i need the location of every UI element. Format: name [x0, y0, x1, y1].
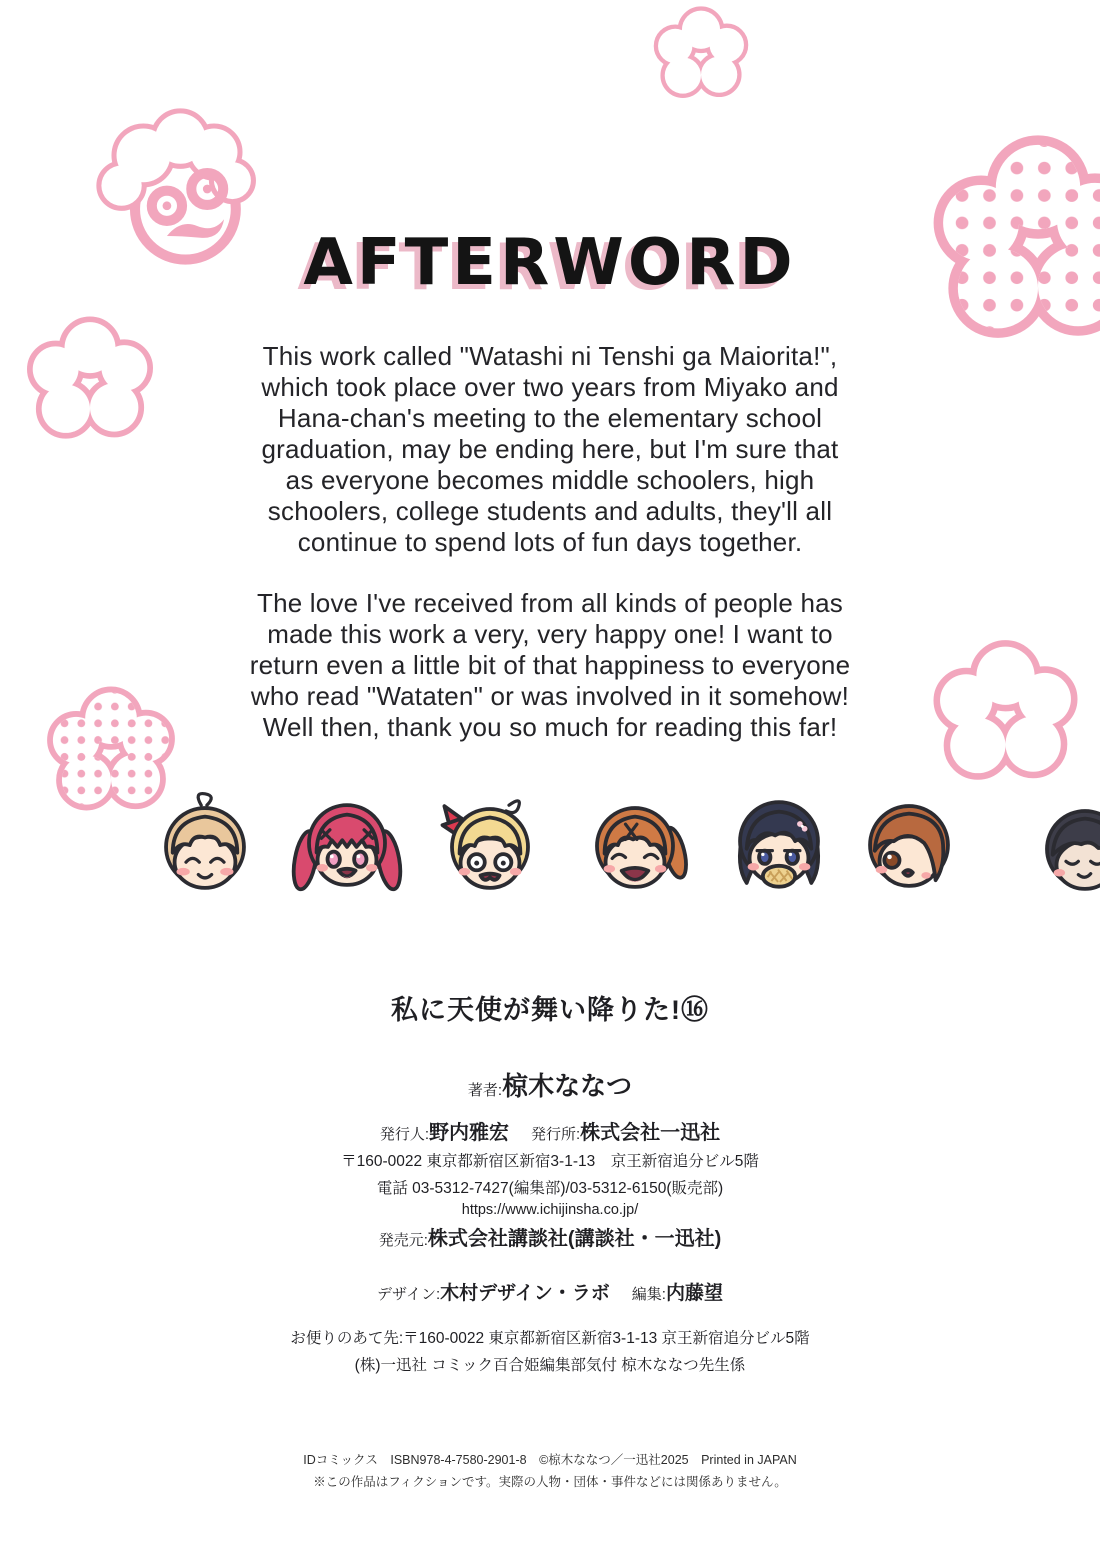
chibi-face-dark-hair-bread: [722, 786, 836, 900]
paragraph-line: The love I've received from all kinds of people has: [256, 588, 844, 618]
afterword-title: AFTERWORD: [303, 226, 797, 300]
chibi-face-black-bob-clipped: [1028, 792, 1100, 906]
flower-outline-top-center-decoration: [645, 3, 757, 108]
colophon-book-title: 私に天使が舞い降りた!⑯: [391, 995, 709, 1025]
colophon-design-line: [0, 1278, 1100, 1305]
publisher-label: 発行所:: [531, 1126, 581, 1143]
chibi-face-blonde-red-bow: [433, 790, 547, 904]
colophon-address: 〒160-0022 東京都新宿区新宿3-1-13 京王新宿追分ビル5階: [341, 1153, 759, 1170]
editor-name: 内藤望: [665, 1283, 723, 1304]
paragraph-line: as everyone becomes middle schoolers, high: [285, 465, 815, 495]
design-label: デザイン:: [377, 1286, 441, 1303]
afterword-paragraph-1: [0, 341, 1100, 558]
distributor-name: 株式会社講談社(講談社・一迅社): [427, 1228, 722, 1250]
colophon-author-line: [0, 1066, 1100, 1103]
design-name: 木村デザイン・ラボ: [440, 1283, 610, 1304]
chibi-face-tan-hair: [148, 790, 262, 904]
paragraph-line: who read "Wataten" or was involved in it somehow!: [250, 681, 850, 711]
distributor-label: 発売元:: [378, 1232, 428, 1249]
colophon-distributor-line: [0, 1222, 1100, 1251]
colophon-publisher-line: [0, 1116, 1100, 1145]
publisher-person: 野内雅宏: [429, 1122, 509, 1144]
colophon-url: https://www.ichijinsha.co.jp/: [461, 1202, 639, 1218]
paragraph-line: graduation, may be ending here, but I'm sure that: [261, 434, 839, 464]
paragraph-line: which took place over two years from Miyako and: [261, 372, 839, 402]
chibi-face-crimson-twintails: [290, 788, 404, 902]
author-label: 著者:: [467, 1082, 503, 1099]
paragraph-line: Hana-chan's meeting to the elementary school: [277, 403, 823, 433]
afterword-paragraph-2: [0, 588, 1100, 743]
colophon-fiction-note: ※この作品はフィクションです。実際の人物・団体・事件などには関係ありません。: [313, 1475, 787, 1489]
editor-label: 編集:: [631, 1286, 666, 1303]
paragraph-line: made this work a very, very happy one! I want to: [267, 619, 833, 649]
chibi-face-orange-sidetail: [578, 790, 692, 904]
paragraph-line: continue to spend lots of fun days together.: [297, 527, 803, 557]
paragraph-line: Well then, thank you so much for reading this far!: [262, 712, 838, 742]
author-name: 椋木ななつ: [502, 1071, 633, 1101]
publisher-name: 株式会社一迅社: [580, 1122, 721, 1144]
paragraph-line: schoolers, college students and adults, they'll all: [267, 496, 833, 526]
colophon-mail-address-line1: お便りのあて先:〒160-0022 東京都新宿区新宿3-1-13 京王新宿追分ビル5階: [290, 1330, 810, 1347]
colophon-mail-address-line2: (株)一迅社 コミック百合姫編集部気付 椋木ななつ先生係: [354, 1357, 746, 1374]
chibi-face-auburn-bob: [852, 788, 966, 902]
paragraph-line: return even a little bit of that happiness to everyone: [249, 650, 851, 680]
paragraph-line: This work called "Watashi ni Tenshi ga Maiorita!",: [262, 341, 838, 371]
publisher-person-label: 発行人:: [379, 1126, 429, 1143]
colophon-phone: 電話 03-5312-7427(編集部)/03-5312-6150(販売部): [376, 1180, 724, 1197]
colophon-isbn-line: IDコミックス ISBN978-4-7580-2901-8 ©椋木ななつ／一迅社2025 Printed in JAPAN: [303, 1453, 797, 1467]
